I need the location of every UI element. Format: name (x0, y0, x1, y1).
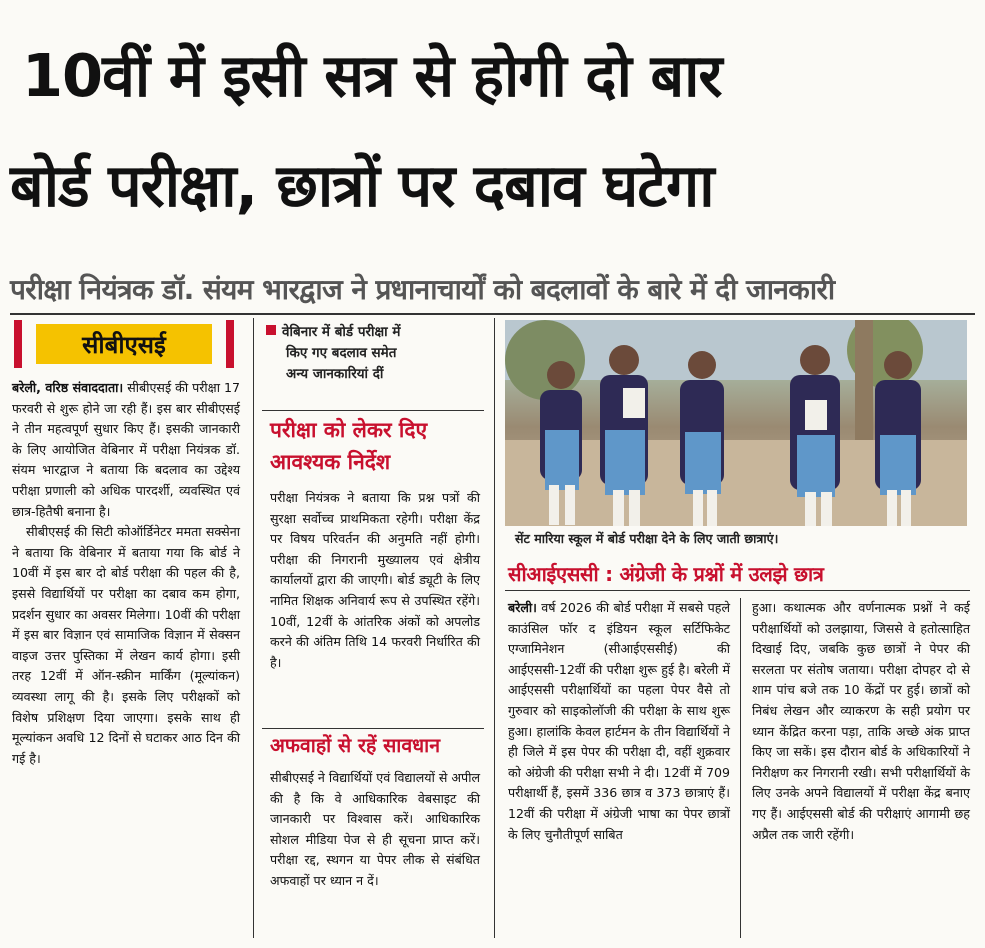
students-photo (505, 320, 967, 526)
headline-line-1: 10वीं में इसी सत्र से होगी दो बार (22, 41, 722, 110)
callout-line-3: अन्य जानकारियां दीं (286, 366, 384, 382)
category-badge-frame (14, 320, 234, 368)
cisce-column-divider (740, 598, 741, 938)
callout-line-1: वेबिनार में बोर्ड परीक्षा में (282, 324, 401, 340)
cisce-underline (505, 590, 970, 591)
students-illustration (505, 320, 967, 526)
cisce-dateline: बरेली। (508, 600, 537, 615)
divider-top (10, 313, 975, 315)
dateline: बरेली, वरिष्ठ संवाददाता। (12, 380, 124, 395)
section-heading-instructions: परीक्षा को लेकर दिए आवश्यक निर्देश (270, 418, 428, 474)
callout-box (266, 322, 481, 385)
column-divider-2 (494, 318, 495, 938)
section-body-rumors: सीबीएसई ने विद्यार्थियों एवं विद्यालयों से अपील की है कि वे आधिकारिक वेबसाइट की जानकारी पर विश्वास करें। आधिकारिक सोशल मीडिया पेज से ही सूचना प्राप्त करें। परीक्षा रद्द, स्थगन या पेपर लीक से संबंधित अफवाहों पर ध्यान न दें। (270, 770, 480, 888)
cisce-article-col-a: बरेली। वर्ष 2026 की बोर्ड परीक्षा में सबसे पहले काउंसिल फॉर द इंडियन स्कूल सर्टिफिकेट एग्जामिनेशन (सीआईएससीई) की आईएससी-12वीं की परीक्षा शुरू हुई है। बरेली में आईएससी परीक्षार्थियों का पहला पेपर वैसे तो गुरुवार को साइकोलॉजी की परीक्षा के साथ शुरू हुआ। हालांकि केवल हार्टमन के तीन विद्यार्थियों ने ही जिले में इस पेपर की परीक्षा दी, वहीं शुक्रवार को अंग्रेजी की परीक्षा सभी ने दी। 12वीं में 709 परीक्षार्थी हैं, इसमें 336 छात्र व 373 छात्राएं हैं। 12वीं की परीक्षा में अंग्रेजी भाषा का पेपर छात्रों के लिए चुनौतीपूर्ण साबित (508, 600, 730, 842)
article-paragraph-2: सीबीएसई की सिटी कोऑर्डिनेटर ममता सक्सेना ने बताया कि वेबिनार में बताया गया कि बोर्ड ने 10वीं में इस बार दो बोर्ड परीक्षा की पहल की है, इससे विद्यार्थियों पर परीक्षा का दबाव कम होगा, प्रदर्शन सुधार का अवसर मिलेगा। 10वीं की परीक्षा में इस बार विज्ञान एवं सामाजिक विज्ञान में सेक्सन वाइज उत्तर पुस्तिका में लेखन कार्य होगा। इसी तरह 12वीं में ऑन-स्क्रीन मार्किंग (मूल्यांकन) व्यवस्था लागू की है। इसके लिए परीक्षकों को विशेष प्रशिक्षण दिया जाएगा। इसके साथ ही मूल्यांकन अवधि 12 दिनों से घटाकर आठ दिन की गई है। (12, 524, 240, 766)
callout-underline (262, 410, 484, 411)
cisce-article-col-b: हुआ। कथात्मक और वर्णनात्मक प्रश्नों ने कई परीक्षार्थियों को उलझाया, जिससे वे हतोत्साहित दिखाई दिए, जबकि कुछ छात्रों ने पेपर की सरलता पर संतोष जताया। परीक्षा दोपहर दो से शाम पांच बजे तक 10 केंद्रों पर हुई। छात्रों को निबंध लेखन और व्याकरण के सही प्रयोग पर ध्यान केंद्रित करना पड़ा, ताकि अच्छे अंक प्राप्त किए जा सकें। इस दौरान बोर्ड के अधिकारियों ने निरीक्षण कर निगरानी रखी। सभी परीक्षार्थियों के लिए उनके अपने विद्यालयों में परीक्षा केंद्र बनाए गए हैं। आईएससी बोर्ड की परीक्षाएं आगामी छह अप्रैल तक जारी रहेंगी। (752, 600, 970, 842)
red-square-icon (266, 325, 276, 335)
category-badge: सीबीएसई (36, 324, 212, 364)
column-divider-1 (253, 318, 254, 938)
callout-line-2: किए गए बदलाव समेत (286, 345, 397, 361)
section-divider (262, 728, 484, 729)
article-paragraph-1: बरेली, वरिष्ठ संवाददाता। सीबीएसई की परीक्षा 17 फरवरी से शुरू होने जा रही हैं। इस बार सीबीएसई ने तीन महत्वपूर्ण सुधार किए हैं। इसकी जानकारी के लिए आयोजित वेबिनार में परीक्षा नियंत्रक डॉ. संयम भारद्वाज ने बताया कि बदलाव का उद्देश्य परीक्षा प्रणाली को अधिक पारदर्शी, व्यवस्थित एवं छात्र-हितैषी बनाना है। (12, 380, 241, 519)
subheadline: परीक्षा नियंत्रक डॉ. संयम भारद्वाज ने प्रधानाचार्यों को बदलावों के बारे में दी जानकारी (10, 273, 835, 306)
headline-line-2: बोर्ड परीक्षा, छात्रों पर दबाव घटेगा (10, 151, 714, 220)
photo-caption: सेंट मारिया स्कूल में बोर्ड परीक्षा देने के लिए जाती छात्राएं। (515, 531, 779, 546)
section-body-instructions: परीक्षा नियंत्रक ने बताया कि प्रश्न पत्रों की सुरक्षा सर्वोच्च प्राथमिकता रहेगी। परीक्षा केंद्र पर विषय परिवर्तन की अनुमति नहीं होगी। परीक्षा की निगरानी मुख्यालय एवं क्षेत्रीय कार्यालयों द्वारा की जाएगी। बोर्ड ड्यूटी के लिए नामित शिक्षक अनिवार्य रूप से उपस्थित रहेंगे। 10वीं, 12वीं के आंतरिक अंकों को अपलोड करने की अंतिम तिथि 14 फरवरी निर्धारित की है। (270, 490, 480, 670)
main-article (12, 378, 240, 769)
section-heading-cisce: सीआईएससी : अंग्रेजी के प्रश्नों में उलझे छात्र (508, 562, 824, 586)
section-heading-rumors: अफवाहों से रहें सावधान (270, 734, 441, 757)
